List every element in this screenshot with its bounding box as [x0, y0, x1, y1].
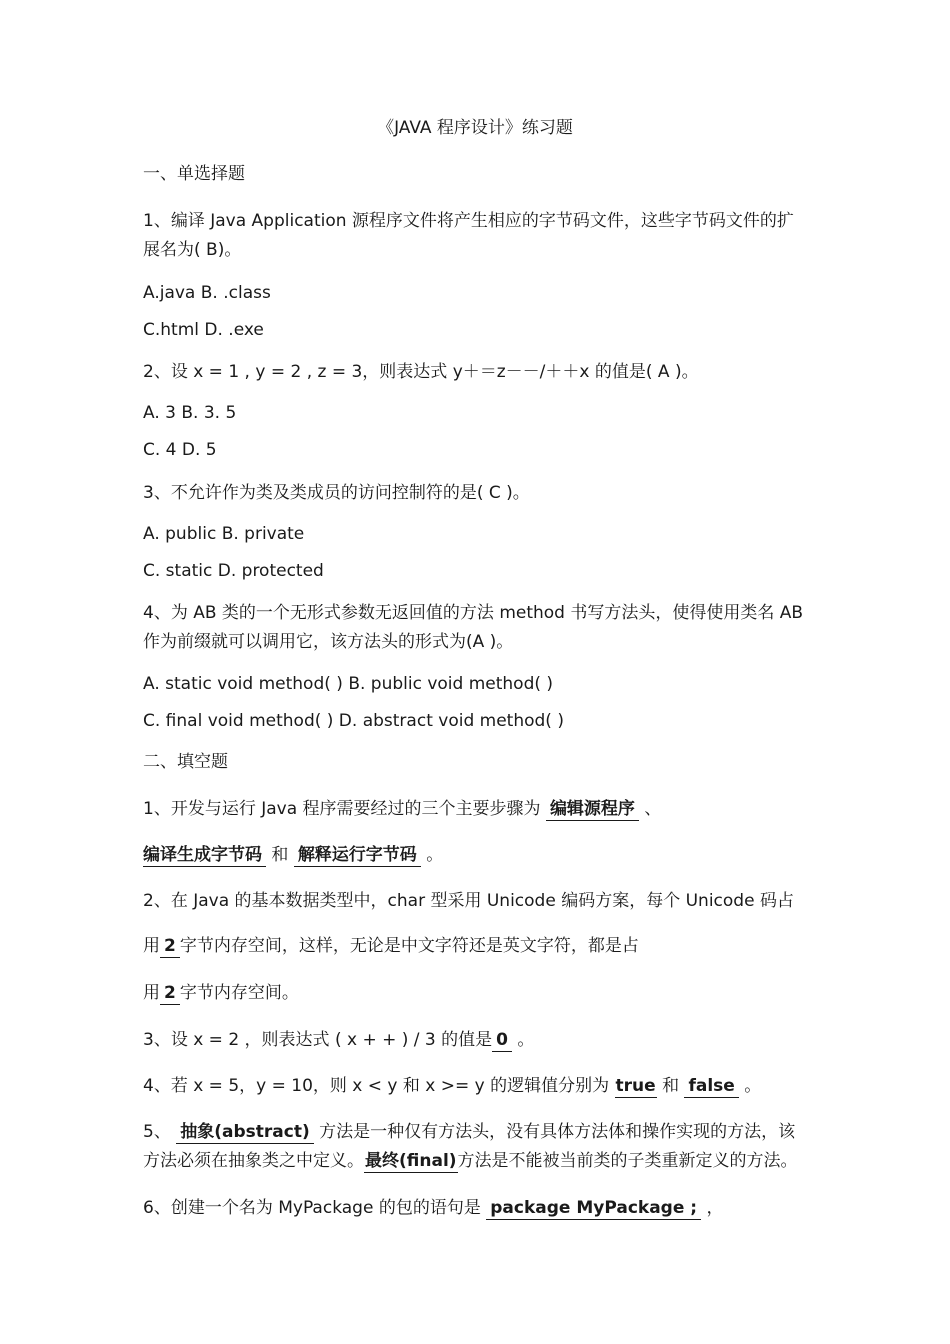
question-2-line-1: 2、设 x = 1 , y = 2 , z = 3，则表达式 y＋＝z－－/＋＋x 的值是( A )。: [143, 362, 699, 382]
question-2-options-ab: A. 3 B. 3. 5: [143, 403, 237, 423]
fill-5-answer-1: 抽象(abstract): [176, 1122, 313, 1144]
fill-2-text-1: 字节内存空间，这样，无论是中文字符还是英文字符，都是占: [179, 936, 639, 956]
fill-1-line-1: [143, 798, 661, 820]
fill-5-line-1: [143, 1121, 795, 1143]
question-4-line-2: 作为前缀就可以调用它，该方法头的形式为(A )。: [143, 632, 514, 652]
fill-5-line-2: [143, 1150, 798, 1172]
question-4-options-cd: C. final void method( ) D. abstract void method( ): [143, 711, 564, 731]
fill-2-answer-1: 2: [160, 936, 180, 958]
question-3-line-1: 3、不允许作为类及类成员的访问控制符的是( C )。: [143, 483, 530, 503]
fill-2-line-3: [143, 982, 299, 1004]
fill-3-text: 3、设 x = 2 ，则表达式 ( x + + ) / 3 的值是: [143, 1030, 493, 1050]
fill-2-text-2: 字节内存空间。: [179, 983, 299, 1003]
fill-1-text: 1、开发与运行 Java 程序需要经过的三个主要步骤为: [143, 799, 546, 819]
fill-2-line-1: 2、在 Java 的基本数据类型中，char 型采用 Unicode 编码方案，每个 Unicode 码占: [143, 891, 794, 911]
fill-4-answer-1: true: [615, 1076, 656, 1096]
fill-3-end: 。: [511, 1030, 535, 1050]
fill-4-text: 4、若 x = 5，y = 10，则 x < y 和 x >= y 的逻辑值分别为: [143, 1076, 615, 1096]
fill-1-answer-1: 编辑源程序: [546, 799, 639, 821]
question-1-line-1: 1、编译 Java Application 源程序文件将产生相应的字节码文件，这些字节码文件的扩: [143, 211, 794, 231]
fill-1-line-2: [143, 844, 443, 866]
fill-3-line: [143, 1029, 534, 1051]
fill-2-prefix-2: 用: [143, 983, 160, 1003]
question-3-options-cd: C. static D. protected: [143, 561, 324, 581]
question-1-options-cd: C.html D. .exe: [143, 320, 264, 340]
fill-6-answer: package MyPackage ;: [486, 1198, 701, 1220]
fill-5-text-3: 方法是不能被当前类的子类重新定义的方法。: [457, 1151, 798, 1171]
fill-6-end: ，: [701, 1198, 724, 1218]
fill-2-answer-2: 2: [160, 983, 180, 1005]
question-2-options-cd: C. 4 D. 5: [143, 440, 217, 460]
fill-5-text-1: 方法是一种仅有方法头，没有具体方法体和操作实现的方法，该: [313, 1122, 796, 1142]
fill-1-end: 。: [420, 845, 444, 865]
question-1-line-2: 展名为( B)。: [143, 240, 242, 260]
fill-3-answer: 0: [492, 1030, 512, 1052]
fill-2-line-2: [143, 935, 639, 957]
fill-6-text: 6、创建一个名为 MyPackage 的包的语句是: [143, 1198, 487, 1218]
fill-1-separator: 、: [638, 799, 662, 819]
fill-5-text-2: 方法必须在抽象类之中定义。: [143, 1151, 364, 1171]
section-heading-fill-in: 二、填空题: [143, 752, 228, 772]
fill-4-line: [143, 1075, 761, 1097]
fill-1-answer-3: 解释运行字节码: [294, 845, 421, 867]
fill-4-answer-2: false: [684, 1076, 738, 1098]
question-3-options-ab: A. public B. private: [143, 524, 305, 544]
fill-5-prefix: 5、: [143, 1122, 177, 1142]
fill-5-answer-2: 最终(final): [365, 1151, 457, 1171]
question-1-options-ab: A.java B. .class: [143, 283, 271, 303]
fill-4-conjunction: 和: [656, 1076, 685, 1096]
fill-4-end: 。: [738, 1076, 762, 1096]
fill-1-answer-2: 编译生成字节码: [143, 845, 266, 867]
section-heading-single-choice: 一、单选择题: [143, 164, 245, 184]
fill-1-conjunction: 和: [266, 845, 294, 865]
fill-2-prefix-1: 用: [143, 936, 160, 956]
question-4-options-ab: A. static void method( ) B. public void method( ): [143, 674, 554, 694]
document-title: 《JAVA 程序设计》练习题: [377, 118, 573, 138]
fill-6-line: [143, 1197, 724, 1219]
question-4-line-1: 4、为 AB 类的一个无形式参数无返回值的方法 method 书写方法头，使得使用类名 AB: [143, 603, 804, 623]
